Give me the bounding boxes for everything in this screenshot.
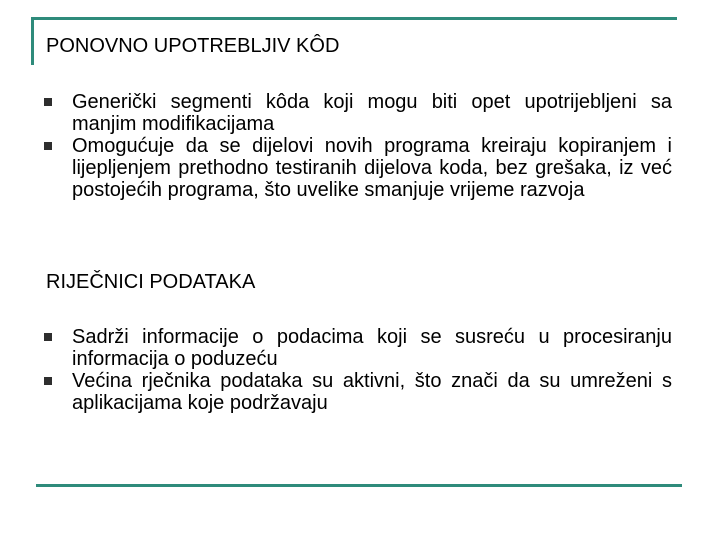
bullet-text: Većina rječnika podataka su aktivni, što znači da su umreženi s aplikacijama koje podržavaju	[72, 370, 672, 414]
list-item	[44, 326, 672, 370]
square-bullet-icon	[44, 377, 52, 385]
bullet-text: Generički segmenti kôda koji mogu biti opet upotrijebljeni sa manjim modifikacijama	[72, 91, 672, 135]
section-heading-data-dictionaries: RIJEČNICI PODATAKA	[46, 271, 256, 293]
left-accent-line	[31, 17, 34, 65]
section-heading-reusable-code: PONOVNO UPOTREBLJIV KÔD	[46, 35, 340, 57]
bullet-list-data-dictionaries	[44, 326, 672, 414]
square-bullet-icon	[44, 333, 52, 341]
square-bullet-icon	[44, 98, 52, 106]
list-item	[44, 370, 672, 414]
bullet-list-reusable-code	[44, 91, 672, 201]
square-bullet-icon	[44, 142, 52, 150]
bullet-text: Sadrži informacije o podacima koji se susreću u procesiranju informacija o poduzeću	[72, 326, 672, 370]
list-item	[44, 135, 672, 201]
list-item	[44, 91, 672, 135]
bullet-text: Omogućuje da se dijelovi novih programa kreiraju kopiranjem i lijepljenjem prethodno testiranih dijelova koda, bez grešaka, iz već postojećih programa, što uvelike smanjuje vrijeme razvoja	[72, 135, 672, 201]
top-divider-line	[31, 17, 677, 20]
bottom-divider-line	[36, 484, 682, 487]
